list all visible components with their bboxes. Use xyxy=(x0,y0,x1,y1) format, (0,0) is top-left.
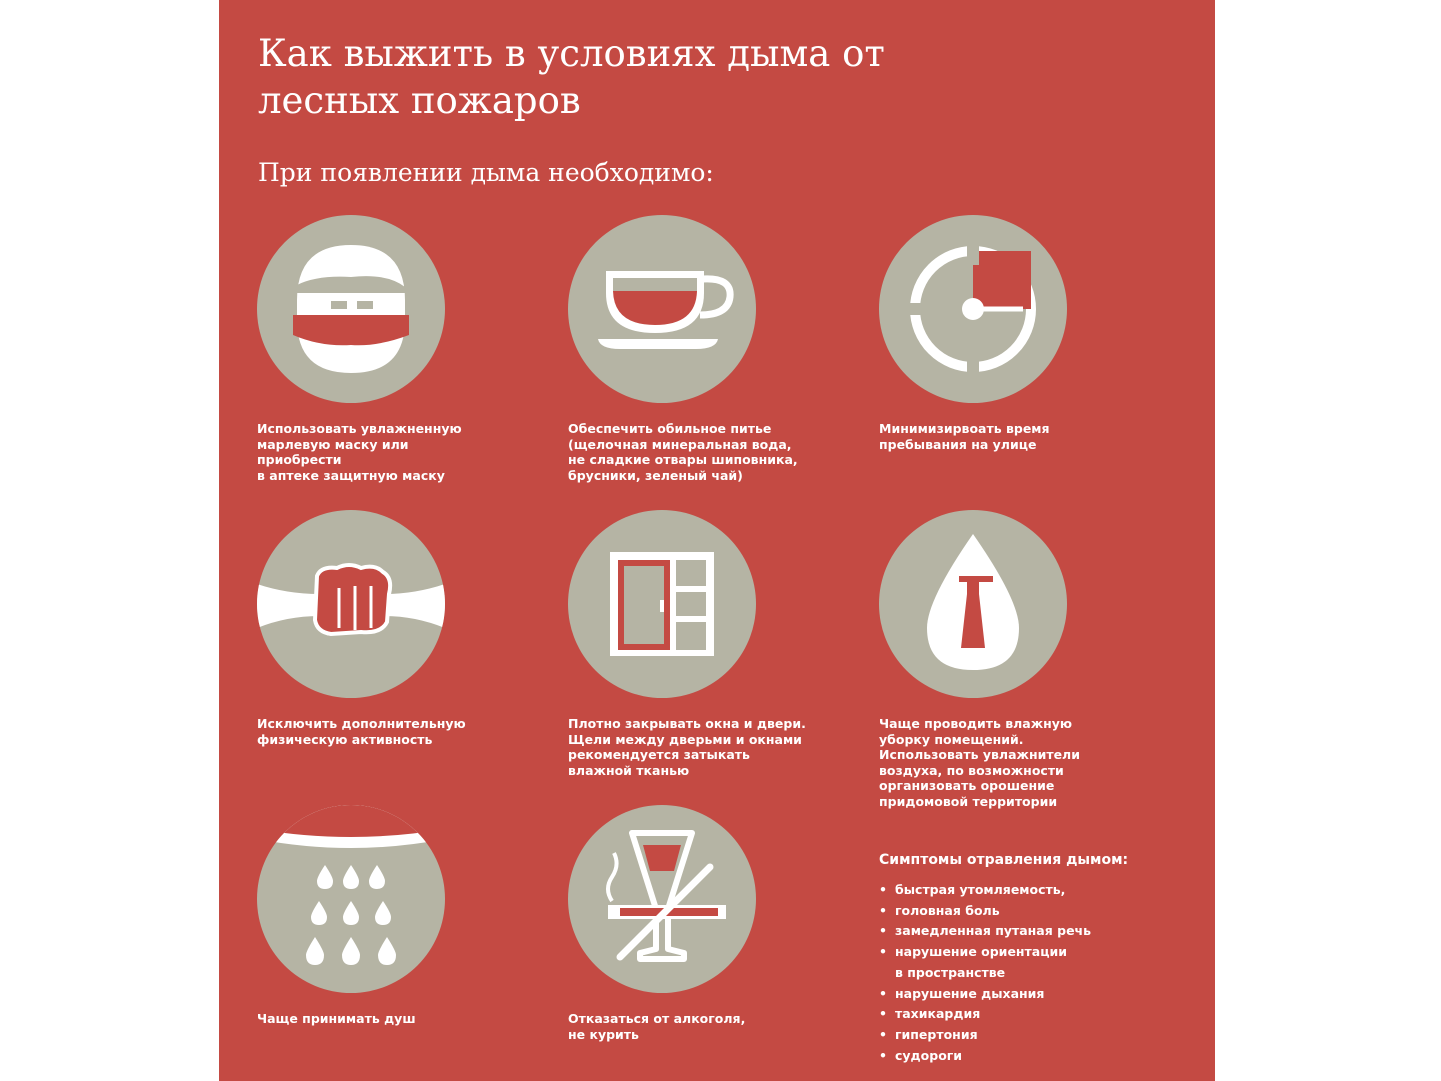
tip-wet-cleaning xyxy=(879,510,1119,809)
tip-caption: Исключить дополнительную физическую активность xyxy=(257,716,466,747)
tip-caption: Плотно закрывать окна и двери. Щели между дверьми и окнами рекомендуется затыкать влажной тканью xyxy=(568,716,806,778)
window-door-icon xyxy=(568,510,756,698)
tip-no-alcohol xyxy=(568,805,808,1042)
tip-mask xyxy=(257,215,497,483)
spray-bottle-drop-icon xyxy=(879,510,1067,698)
list-item: • тахикардия xyxy=(879,1004,1179,1025)
tip-close-windows xyxy=(568,510,808,778)
poster xyxy=(219,0,1215,1081)
list-item: • нарушение дыхания xyxy=(879,984,1179,1005)
list-item: • головная боль xyxy=(879,901,1179,922)
fist-icon xyxy=(257,510,445,698)
list-item: • нарушение ориентации в пространстве xyxy=(879,942,1179,983)
tip-shower xyxy=(257,805,497,1027)
list-item: • замедленная путаная речь xyxy=(879,921,1179,942)
symptoms-heading: Симптомы отравления дымом: xyxy=(879,852,1129,868)
shower-icon xyxy=(257,805,445,993)
list-item: • судороги xyxy=(879,1046,1179,1067)
tea-cup-icon xyxy=(568,215,756,403)
face-mask-icon xyxy=(257,215,445,403)
list-item: • быстрая утомляемость, xyxy=(879,880,1179,901)
poster-title: Как выжить в условиях дыма от лесных пожаров xyxy=(258,32,885,122)
tip-caption: Чаще проводить влажную уборку помещений. Использовать увлажнители воздуха, по возможности организовать орошение придомовой территории xyxy=(879,716,1080,809)
tip-caption: Использовать увлажненную марлевую маску или приобрести в аптеке защитную маску xyxy=(257,421,462,483)
tip-drink xyxy=(568,215,808,483)
tip-no-activity xyxy=(257,510,497,747)
clock-icon xyxy=(879,215,1067,403)
tip-caption: Отказаться от алкоголя, не курить xyxy=(568,1011,746,1042)
no-alcohol-no-smoking-icon xyxy=(568,805,756,993)
symptoms-list xyxy=(879,880,1179,1066)
tip-caption: Обеспечить обильное питье (щелочная минеральная вода, не сладкие отвары шиповника, брусники, зеленый чай) xyxy=(568,421,798,483)
tip-stay-inside xyxy=(879,215,1119,452)
poster-subtitle: При появлении дыма необходимо: xyxy=(258,158,714,187)
tip-caption: Минимизирвоать время пребывания на улице xyxy=(879,421,1050,452)
tip-caption: Чаще принимать душ xyxy=(257,1011,416,1026)
symptoms-block xyxy=(879,852,1179,1066)
list-item: • гипертония xyxy=(879,1025,1179,1046)
